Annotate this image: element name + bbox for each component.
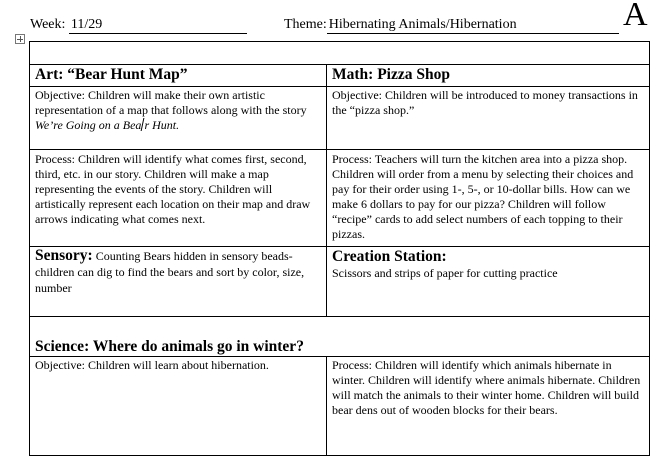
art-title: Art: “Bear Hunt Map” [35, 66, 188, 83]
math-process: Process: Teachers will turn the kitchen area into a pizza shop. Children will order from a menu by selecting their choices and pay for their order using 1-, 5-, or 10-dollar bills. How can we make 6 dollars to pay for our pizza? Children will follow “recipe” cards to add select numbers of each topping to their pizzas. [332, 152, 634, 241]
sensory-title: Sensory: [35, 247, 93, 264]
table-border-bottom [29, 455, 650, 456]
theme-value[interactable]: Hibernating Animals/Hibernation [327, 16, 619, 34]
table-move-handle-icon[interactable] [15, 34, 25, 44]
math-objective: Objective: Children will be introduced to money transactions in the “pizza shop.” [332, 88, 638, 117]
science-objective: Objective: Children will learn about hibernation. [35, 358, 269, 372]
table-border-right [649, 41, 650, 455]
art-book-title-part2: r Hunt. [144, 118, 180, 132]
sensory-text: Counting Bears hidden in sensory beads- children can dig to find the bears and sort by color, size, number [35, 249, 305, 295]
table-divider-h1 [29, 64, 649, 65]
creation-title: Creation Station: [332, 248, 447, 265]
creation-cell [327, 247, 649, 316]
science-title: Science: Where do animals go in winter? [35, 338, 304, 355]
table-border-top [29, 41, 649, 42]
week-field [30, 16, 247, 34]
sensory-cell [30, 247, 326, 316]
art-objective [30, 87, 326, 149]
art-process: Process: Children will identify what comes first, second, third, etc. in our story. Children will make a map representing the events of the story. Children will artistically represent each location on their map and draw arrows indicating what comes next. [35, 152, 311, 226]
week-label: Week: [30, 17, 66, 32]
art-objective-text: Objective: Children will make their own artistic representation of a map that follows along with the story [35, 88, 307, 117]
corner-letter: A [623, 0, 648, 33]
theme-label: Theme: [284, 17, 327, 32]
week-value[interactable]: 11/29 [69, 16, 247, 34]
theme-field [284, 16, 619, 34]
art-book-title-part1: We’re Going on a Bea [35, 118, 142, 132]
creation-text: Scissors and strips of paper for cutting practice [332, 266, 558, 280]
science-process: Process: Children will identify which animals hibernate in winter. Children will identify where animals hibernate. Children will match the animals to their winter home. Children will build bear dens out of wooden blocks for their bears. [332, 358, 641, 417]
table-divider-h5 [29, 316, 649, 317]
math-title: Math: Pizza Shop [332, 66, 450, 83]
